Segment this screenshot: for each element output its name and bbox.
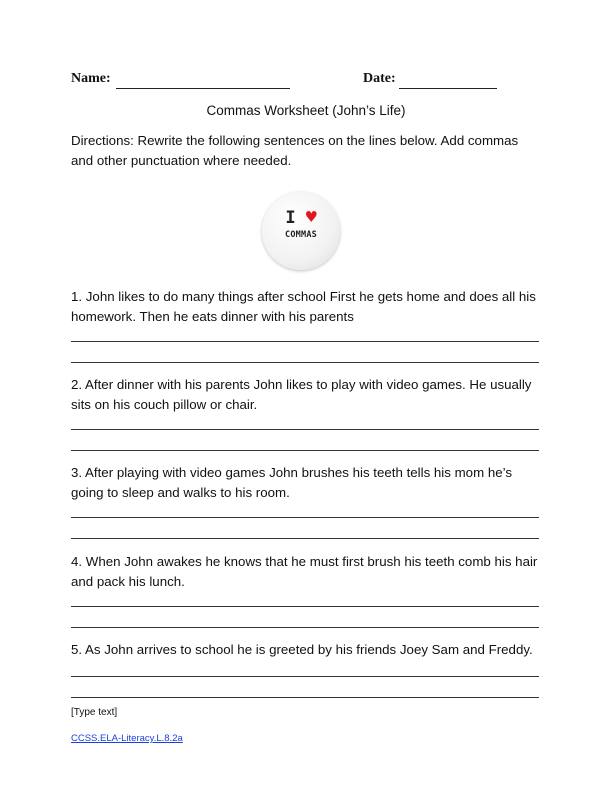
heart-icon: ♥	[305, 207, 317, 228]
answer-line-3b[interactable]	[71, 538, 539, 539]
question-4: 4. When John awakes he knows that he must first brush his teeth comb his hair and pack his lunch.	[71, 554, 538, 589]
answer-line-5b[interactable]	[71, 697, 539, 698]
badge-commas-text: COMMAS	[285, 230, 317, 240]
date-blank-line[interactable]	[399, 88, 497, 89]
directions-text: Directions: Rewrite the following sentences on the lines below. Add commas and other punctuation where needed.	[71, 133, 519, 168]
badge-i-text: I	[285, 208, 296, 228]
answer-line-1b[interactable]	[71, 362, 539, 363]
answer-line-2a[interactable]	[71, 429, 539, 430]
answer-line-2b[interactable]	[71, 450, 539, 451]
answer-line-4a[interactable]	[71, 606, 539, 607]
question-5: 5. As John arrives to school he is greeted by his friends Joey Sam and Freddy.	[71, 642, 533, 657]
worksheet-title: Commas Worksheet (John’s Life)	[206, 103, 406, 118]
answer-line-3a[interactable]	[71, 517, 539, 518]
name-blank-line[interactable]	[116, 88, 290, 89]
question-1: 1. John likes to do many things after school First he gets home and does all his homework. Then he eats dinner with his parents	[71, 289, 536, 324]
i-love-commas-badge	[262, 192, 340, 270]
answer-line-5a[interactable]	[71, 676, 539, 677]
question-2: 2. After dinner with his parents John likes to play with video games. He usually sits on his couch pillow or chair.	[71, 377, 532, 412]
name-label: Name:	[71, 71, 111, 86]
answer-line-4b[interactable]	[71, 627, 539, 628]
footer-placeholder-text: [Type text]	[71, 707, 118, 718]
date-label: Date:	[363, 71, 396, 86]
ccss-standard-link[interactable]: CCSS.ELA-Literacy.L.8.2a	[71, 733, 183, 744]
answer-line-1a[interactable]	[71, 341, 539, 342]
question-3: 3. After playing with video games John brushes his teeth tells his mom he’s going to sleep and walks to his room.	[71, 465, 512, 500]
